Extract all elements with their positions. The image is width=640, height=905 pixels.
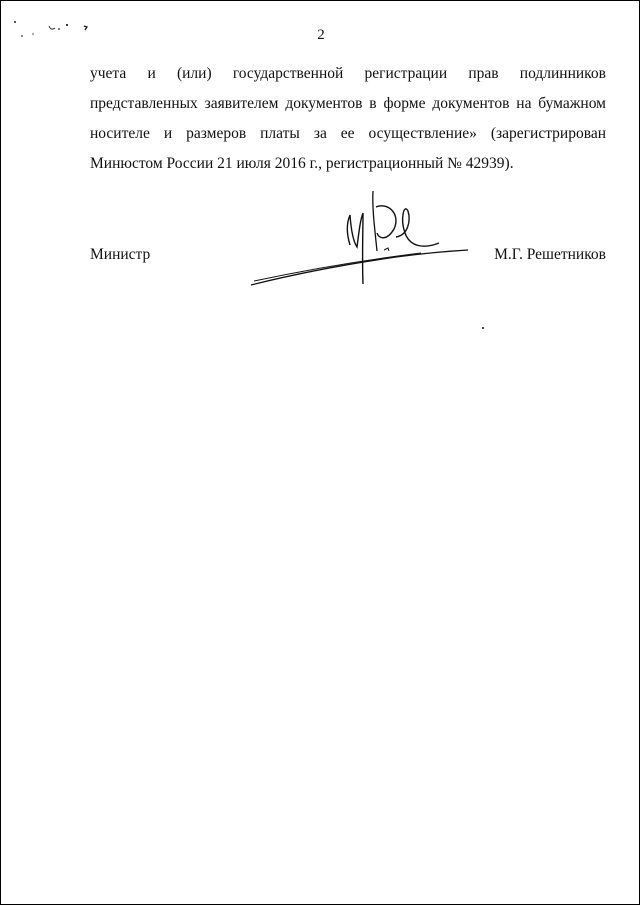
page-number: 2: [317, 27, 325, 43]
body-line-3: носителе и размеров платы за ее осуществление» (зарегистрирован: [90, 125, 606, 142]
scan-artifact-dot: [482, 327, 484, 329]
signer-title: Министр: [90, 246, 151, 263]
handwritten-signature: [246, 189, 476, 289]
body-line-4: Минюстом России 21 июля 2016 г., регистрационный № 42939).: [90, 155, 514, 172]
body-line-2: представленных заявителем документов в форме документов на бумажном: [90, 95, 606, 112]
body-line-1: учета и (или) государственной регистрации прав подлинников: [90, 65, 606, 82]
signer-name: М.Г. Решетников: [494, 246, 606, 263]
document-body-text: [90, 59, 606, 179]
